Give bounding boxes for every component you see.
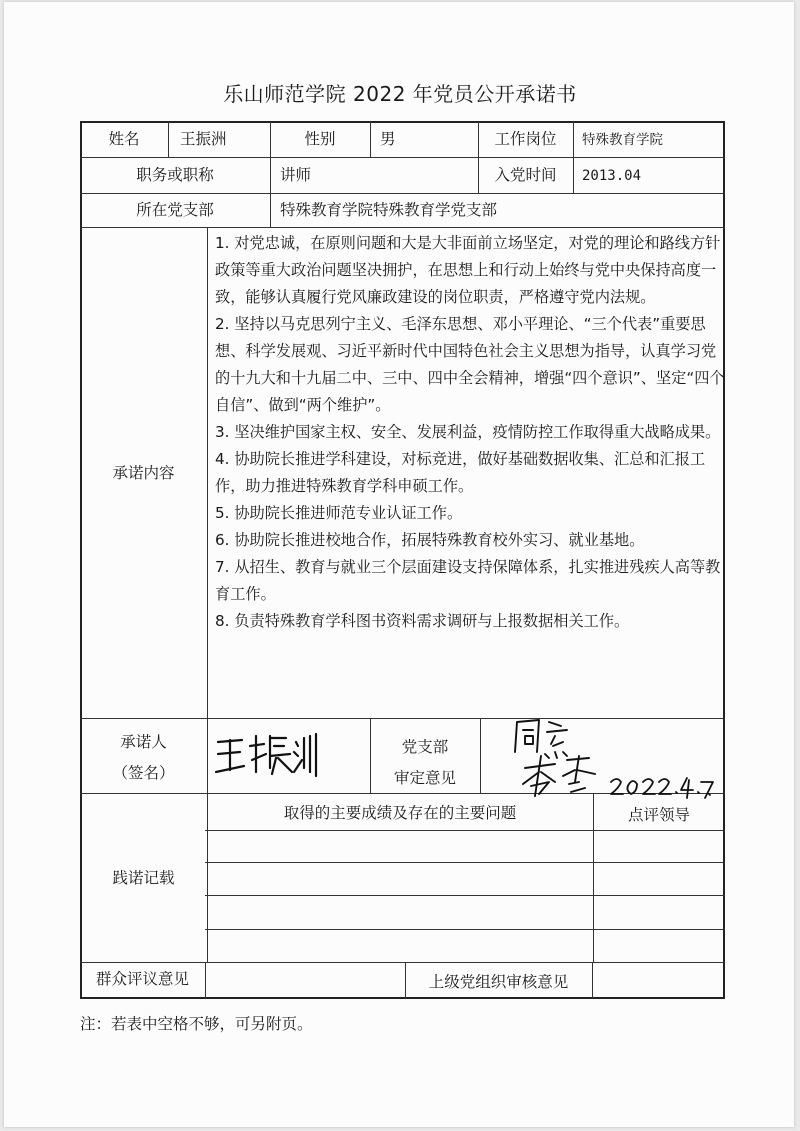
promiser-signature-strokes [216, 734, 316, 776]
commitment-item: 1. 对党忠诚，在原则问题和大是大非面前立场坚定，对党的理论和路线方针政策等重大政治问题坚决拥护，在思想上和行动上始终与党中央保持高度一致，能够认真履行党风廉政建设的岗位职责，严格遵守党内法规。 [215, 234, 721, 306]
commitment-item: 2. 坚持以马克思列宁主义、毛泽东思想、邓小平理论、“三个代表”重要思想、科学发展观、习近平新时代中国特色社会主义思想为指导，认真学习党的十九大和十九届二中、三中、四中全会精神，增强“四个意识”、坚定“四个自信”、做到“两个维护”。 [215, 315, 725, 414]
name-label: 姓名 [108, 130, 140, 148]
position-label: 工作岗位 [494, 130, 557, 148]
commitment-item: 4. 协助院长推进学科建设，对标竞进，做好基础数据收集、汇总和汇报工作，助力推进特殊教育学科申硕工作。 [215, 450, 706, 495]
promiser-label: 承诺人 [120, 733, 167, 751]
branch-opinion-handwriting [505, 712, 715, 802]
join-date-label: 入党时间 [494, 166, 557, 184]
row-divider [80, 193, 725, 194]
branch-value: 特殊教育学院特殊教育学党支部 [280, 201, 498, 219]
record-line [205, 862, 725, 863]
practice-col-achievements: 取得的主要成绩及存在的主要问题 [283, 804, 517, 822]
promiser-sign-hint: （签名） [112, 764, 175, 782]
gender-label: 性别 [304, 130, 336, 148]
col-divider [370, 121, 371, 157]
col-divider [207, 227, 208, 962]
row-divider [80, 157, 725, 158]
practice-label: 践诺记载 [112, 869, 175, 887]
name-value: 王振洲 [180, 130, 227, 148]
commitment-item: 7. 从招生、教育与就业三个层面建设支持保障体系，扎实推进残疾人高等教育工作。 [215, 558, 721, 603]
promiser-signature [212, 728, 322, 782]
record-line [205, 895, 725, 896]
commitment-label: 承诺内容 [112, 464, 175, 482]
row-divider [80, 962, 725, 963]
branch-label: 所在党支部 [136, 201, 214, 219]
title-value: 讲师 [280, 166, 312, 184]
practice-col-reviewer: 点评领导 [627, 806, 690, 824]
branch-opinion-strokes [515, 720, 595, 796]
title-label: 职务或职称 [136, 166, 214, 184]
col-divider [573, 121, 574, 193]
row-divider [80, 227, 725, 228]
document-title: 乐山师范学院 2022 年党员公开承诺书 [223, 82, 577, 106]
col-divider [168, 121, 169, 157]
commitment-item: 8. 负责特殊教育学科图书资料需求调研与上报数据相关工作。 [215, 612, 630, 630]
col-divider [592, 962, 593, 999]
col-divider [205, 962, 206, 999]
footnote: 注：若表中空格不够，可另附页。 [80, 1015, 313, 1033]
commitment-item: 5. 协助院长推进师范专业认证工作。 [215, 504, 463, 522]
branch-date-strokes [611, 778, 713, 798]
record-line [205, 929, 725, 930]
gender-value: 男 [380, 130, 396, 148]
commitment-item: 6. 协助院长推进校地合作，拓展特殊教育校外实习、就业基地。 [215, 531, 645, 549]
record-line [205, 830, 725, 831]
position-value: 特殊教育学院 [582, 132, 663, 148]
public-review-label: 群众评议意见 [95, 970, 189, 988]
join-date-value: 2013.04 [582, 168, 642, 184]
commitment-list [215, 230, 725, 635]
branch-review-hint: 审定意见 [393, 769, 456, 787]
branch-review-label: 党支部 [401, 738, 449, 756]
col-divider [480, 718, 481, 793]
superior-review-label: 上级党组织审核意见 [428, 973, 569, 991]
commitment-item: 3. 坚决维护国家主权、安全、发展利益，疫情防控工作取得重大战略成果。 [215, 423, 721, 441]
